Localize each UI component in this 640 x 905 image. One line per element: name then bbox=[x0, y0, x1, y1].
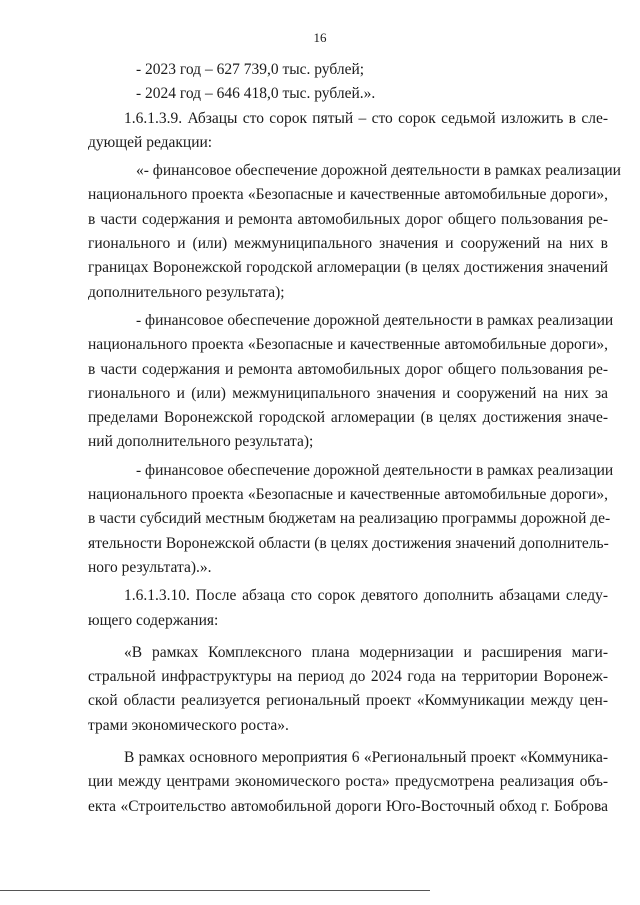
text-line: - 2024 год – 646 418,0 тыс. рублей.». bbox=[136, 85, 376, 103]
text-line: трами экономического роста». bbox=[88, 716, 289, 734]
page-number: 16 bbox=[313, 30, 327, 45]
text-line: стральной инфраструктуры на период до 2024 года на территории Воронеж- bbox=[88, 668, 608, 686]
text-line: «- финансовое обеспечение дорожной деятельности в рамках реализации bbox=[136, 162, 621, 180]
text-line: ции между центрами экономического роста» предусмотрена реализация объ- bbox=[88, 773, 608, 791]
text-line: - финансовое обеспечение дорожной деятельности в рамках реализации bbox=[136, 461, 614, 479]
text-line: В рамках основного мероприятия 6 «Региональный проект «Коммуника- bbox=[124, 749, 608, 767]
text-line: дующей редакции: bbox=[88, 133, 213, 151]
text-line: ской области реализуется региональный проект «Коммуникации между цен- bbox=[88, 692, 608, 710]
text-line: 1.6.1.3.9. Абзацы сто сорок пятый – сто сорок седьмой изложить в сле- bbox=[124, 109, 608, 127]
text-line: национального проекта «Безопасные и качественные автомобильные дороги», bbox=[88, 186, 608, 204]
text-line: ний дополнительного результата); bbox=[88, 433, 314, 451]
text-line: ного результата).». bbox=[88, 558, 212, 576]
document-body bbox=[88, 58, 621, 819]
text-line: ющего содержания: bbox=[88, 611, 219, 629]
text-line: гионального и (или) межмуниципального значения и сооружений на них за bbox=[88, 384, 608, 402]
text-line: «В рамках Комплексного плана модернизации и расширения маги- bbox=[124, 643, 608, 661]
text-line: екта «Строительство автомобильной дороги Юго-Восточный обход г. Боброва bbox=[88, 797, 608, 815]
text-line: национального проекта «Безопасные и качественные автомобильные дороги», bbox=[88, 336, 608, 354]
text-line: национального проекта «Безопасные и качественные автомобильные дороги», bbox=[88, 486, 608, 504]
text-line: ятельности Воронежской области (в целях достижения значений дополнитель- bbox=[88, 534, 609, 552]
text-line: в части содержания и ремонта автомобильных дорог общего пользования ре- bbox=[88, 210, 608, 228]
text-line: гионального и (или) межмуниципального значения и сооружений на них в bbox=[88, 235, 608, 253]
text-line: в части содержания и ремонта автомобильных дорог общего пользования ре- bbox=[88, 360, 608, 378]
text-line: в части субсидий местным бюджетам на реализацию программы дорожной де- bbox=[88, 510, 611, 528]
text-line: - финансовое обеспечение дорожной деятельности в рамках реализации bbox=[136, 311, 614, 329]
text-line: 1.6.1.3.10. После абзаца сто сорок девятого дополнить абзацами следу- bbox=[124, 587, 608, 605]
text-line: пределами Воронежской городской агломерации (в целях достижения значе- bbox=[88, 409, 608, 427]
text-line: - 2023 год – 627 739,0 тыс. рублей; bbox=[136, 61, 365, 78]
text-line: границах Воронежской городской агломерации (в целях достижения значений bbox=[88, 259, 608, 277]
text-line: дополнительного результата); bbox=[88, 283, 285, 301]
footer-divider bbox=[0, 890, 430, 891]
